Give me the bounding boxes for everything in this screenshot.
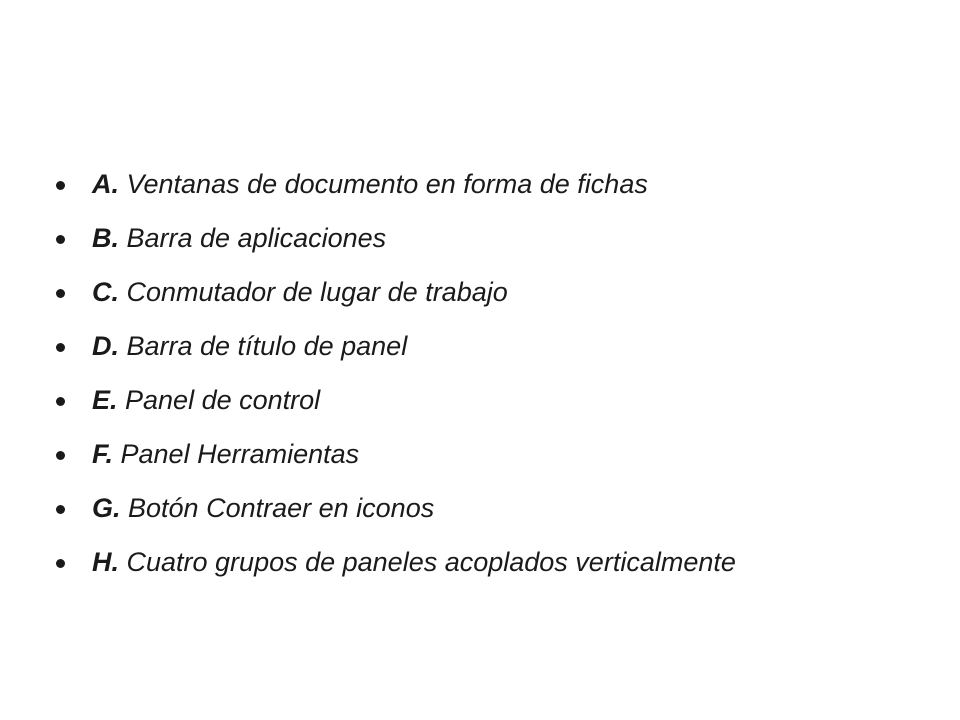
list-item-label: Cuatro grupos de paneles acoplados verticalmente (119, 547, 736, 577)
list-item-label: Botón Contraer en iconos (120, 493, 435, 523)
list-item (56, 168, 916, 201)
list-item-text (92, 384, 916, 417)
list-item (56, 438, 916, 471)
list-item-letter: C. (92, 277, 119, 307)
bullet-list (56, 168, 916, 600)
list-item (56, 276, 916, 309)
list-item-label: Barra de aplicaciones (119, 223, 387, 253)
list-item-letter: A. (92, 169, 119, 199)
list-item-label: Conmutador de lugar de trabajo (119, 277, 508, 307)
list-item-label: Panel Herramientas (113, 439, 360, 469)
bullet-icon (56, 289, 65, 298)
list-item (56, 330, 916, 363)
list-item-text (92, 438, 916, 471)
list-item-text (92, 168, 916, 201)
list-item-letter: E. (92, 385, 118, 415)
list-item-letter: F. (92, 439, 114, 469)
bullet-icon (56, 397, 65, 406)
list-item-label: Ventanas de documento en forma de fichas (119, 169, 648, 199)
list-item-label: Barra de título de panel (119, 331, 408, 361)
list-item (56, 546, 916, 579)
list-item-letter: D. (92, 331, 119, 361)
bullet-icon (56, 235, 65, 244)
bullet-icon (56, 505, 65, 514)
list-item-text (92, 492, 916, 525)
list-item (56, 222, 916, 255)
list-item-letter: H. (92, 547, 119, 577)
list-item-text (92, 222, 916, 255)
list-item-text (92, 330, 916, 363)
list-item-text (92, 276, 916, 309)
bullet-icon (56, 181, 65, 190)
list-item-letter: G. (92, 493, 121, 523)
list-item (56, 492, 916, 525)
list-item (56, 384, 916, 417)
list-item-letter: B. (92, 223, 119, 253)
bullet-icon (56, 559, 65, 568)
list-item-text (92, 546, 916, 579)
bullet-icon (56, 451, 65, 460)
bullet-icon (56, 343, 65, 352)
list-item-label: Panel de control (117, 385, 321, 415)
